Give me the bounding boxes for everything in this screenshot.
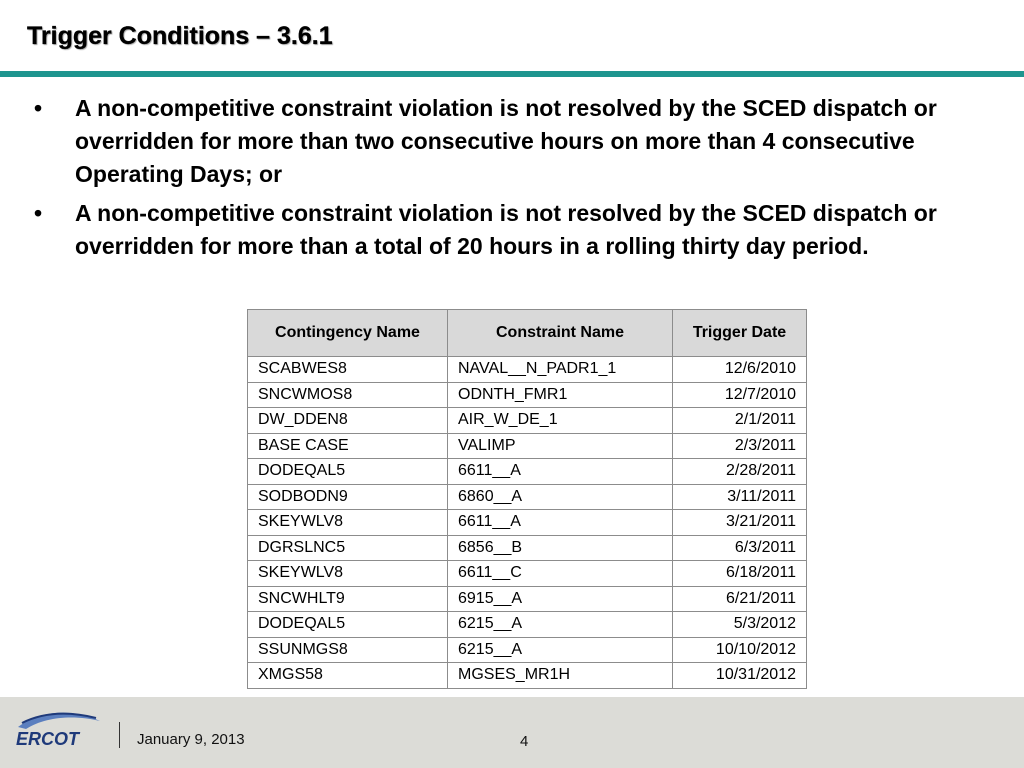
cell-trigger-date: 10/10/2012 [673,637,807,663]
slide-title: Trigger Conditions – 3.6.1 [27,22,333,50]
table-row [248,535,807,561]
cell-trigger-date: 2/28/2011 [673,459,807,485]
table-row [248,357,807,383]
cell-contingency-name: XMGS58 [248,663,448,689]
cell-constraint-name: 6215__A [448,612,673,638]
cell-trigger-date: 5/3/2012 [673,612,807,638]
page-number: 4 [520,733,529,750]
header-constraint-name: Constraint Name [448,310,673,357]
table-row [248,408,807,434]
bullet-list [34,92,994,269]
cell-constraint-name: AIR_W_DE_1 [448,408,673,434]
bullet-item [34,197,994,263]
footer-separator [119,722,120,748]
cell-trigger-date: 6/21/2011 [673,586,807,612]
bullet-text: A non-competitive constraint violation is not resolved by the SCED dispatch or overridden for more than a total of 20 hours in a rolling thirty day period. [75,200,937,259]
bullet-icon: • [34,95,43,121]
table-header-row [248,310,807,357]
table-row [248,637,807,663]
table-row [248,663,807,689]
cell-constraint-name: 6915__A [448,586,673,612]
bullet-item [34,92,994,191]
table-row [248,459,807,485]
cell-constraint-name: VALIMP [448,433,673,459]
title-divider [0,71,1024,77]
cell-contingency-name: SCABWES8 [248,357,448,383]
cell-contingency-name: SNCWMOS8 [248,382,448,408]
cell-trigger-date: 6/18/2011 [673,561,807,587]
cell-trigger-date: 6/3/2011 [673,535,807,561]
bullet-icon: • [34,200,43,226]
cell-constraint-name: ODNTH_FMR1 [448,382,673,408]
cell-contingency-name: DODEQAL5 [248,612,448,638]
cell-trigger-date: 12/6/2010 [673,357,807,383]
ercot-logo [12,707,104,751]
cell-constraint-name: 6611__A [448,510,673,536]
cell-constraint-name: 6860__A [448,484,673,510]
table-body [248,357,807,689]
cell-constraint-name: 6856__B [448,535,673,561]
cell-contingency-name: SKEYWLV8 [248,510,448,536]
table-row [248,612,807,638]
cell-contingency-name: DODEQAL5 [248,459,448,485]
cell-contingency-name: SNCWHLT9 [248,586,448,612]
cell-constraint-name: 6611__A [448,459,673,485]
cell-constraint-name: MGSES_MR1H [448,663,673,689]
cell-trigger-date: 2/1/2011 [673,408,807,434]
footer-date: January 9, 2013 [137,731,245,748]
cell-contingency-name: SSUNMGS8 [248,637,448,663]
cell-constraint-name: 6611__C [448,561,673,587]
cell-trigger-date: 10/31/2012 [673,663,807,689]
cell-trigger-date: 12/7/2010 [673,382,807,408]
table-row [248,433,807,459]
cell-trigger-date: 3/11/2011 [673,484,807,510]
cell-constraint-name: NAVAL__N_PADR1_1 [448,357,673,383]
cell-contingency-name: DW_DDEN8 [248,408,448,434]
cell-contingency-name: DGRSLNC5 [248,535,448,561]
table-row [248,510,807,536]
cell-trigger-date: 3/21/2011 [673,510,807,536]
table-row [248,586,807,612]
cell-constraint-name: 6215__A [448,637,673,663]
header-trigger-date: Trigger Date [673,310,807,357]
bullet-text: A non-competitive constraint violation is not resolved by the SCED dispatch or overridden for more than two consecutive hours on more than 4 consecutive Operating Days; or [75,95,937,187]
trigger-table [247,309,807,689]
table-row [248,484,807,510]
cell-trigger-date: 2/3/2011 [673,433,807,459]
cell-contingency-name: SKEYWLV8 [248,561,448,587]
header-contingency-name: Contingency Name [248,310,448,357]
cell-contingency-name: SODBODN9 [248,484,448,510]
cell-contingency-name: BASE CASE [248,433,448,459]
logo-text: ERCOT [16,729,79,749]
table-row [248,382,807,408]
table-row [248,561,807,587]
